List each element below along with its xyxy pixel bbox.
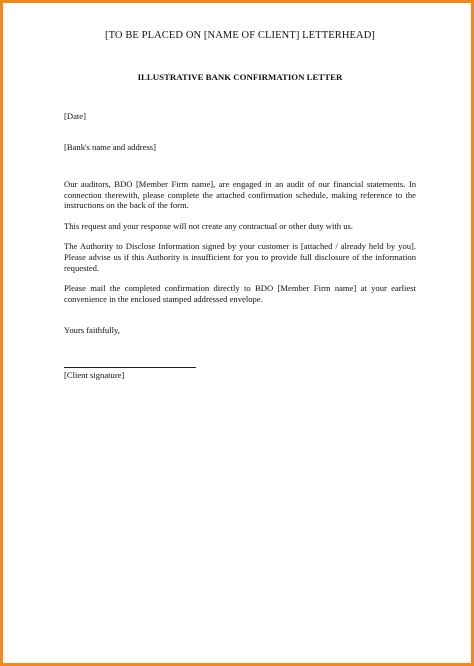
date-placeholder: [Date] <box>64 111 86 121</box>
closing-salutation: Yours faithfully, <box>64 325 120 336</box>
signature-placeholder: [Client signature] <box>64 370 125 381</box>
letterhead-placeholder: [TO BE PLACED ON [NAME OF CLIENT] LETTERHEAD] <box>105 30 375 41</box>
paragraph-no-duty: This request and your response will not create any contractual or other duty with us. <box>64 220 354 231</box>
paragraph-mail-instructions: Please mail the completed confirmation directly to BDO [Member Firm name] at your earliest convenience in the enclosed stamped addressed envelope. <box>64 283 416 304</box>
letter-title: ILLUSTRATIVE BANK CONFIRMATION LETTER <box>137 72 343 82</box>
paragraph-authority: The Authority to Disclose Information signed by your customer is [attached / already held by you]. Please advise us if this Authority is insufficient for you to provide full disclosure of the information requested. <box>64 241 416 273</box>
bank-address-placeholder: [Bank's name and address] <box>64 142 156 152</box>
letter-body <box>64 29 416 381</box>
signature-line <box>64 367 196 368</box>
paragraph-auditors: Our auditors, BDO [Member Firm name], are engaged in an audit of our financial statements. In connection therewith, please complete the attached confirmation schedule, making reference to the instructions on the back of the form. <box>64 179 416 211</box>
